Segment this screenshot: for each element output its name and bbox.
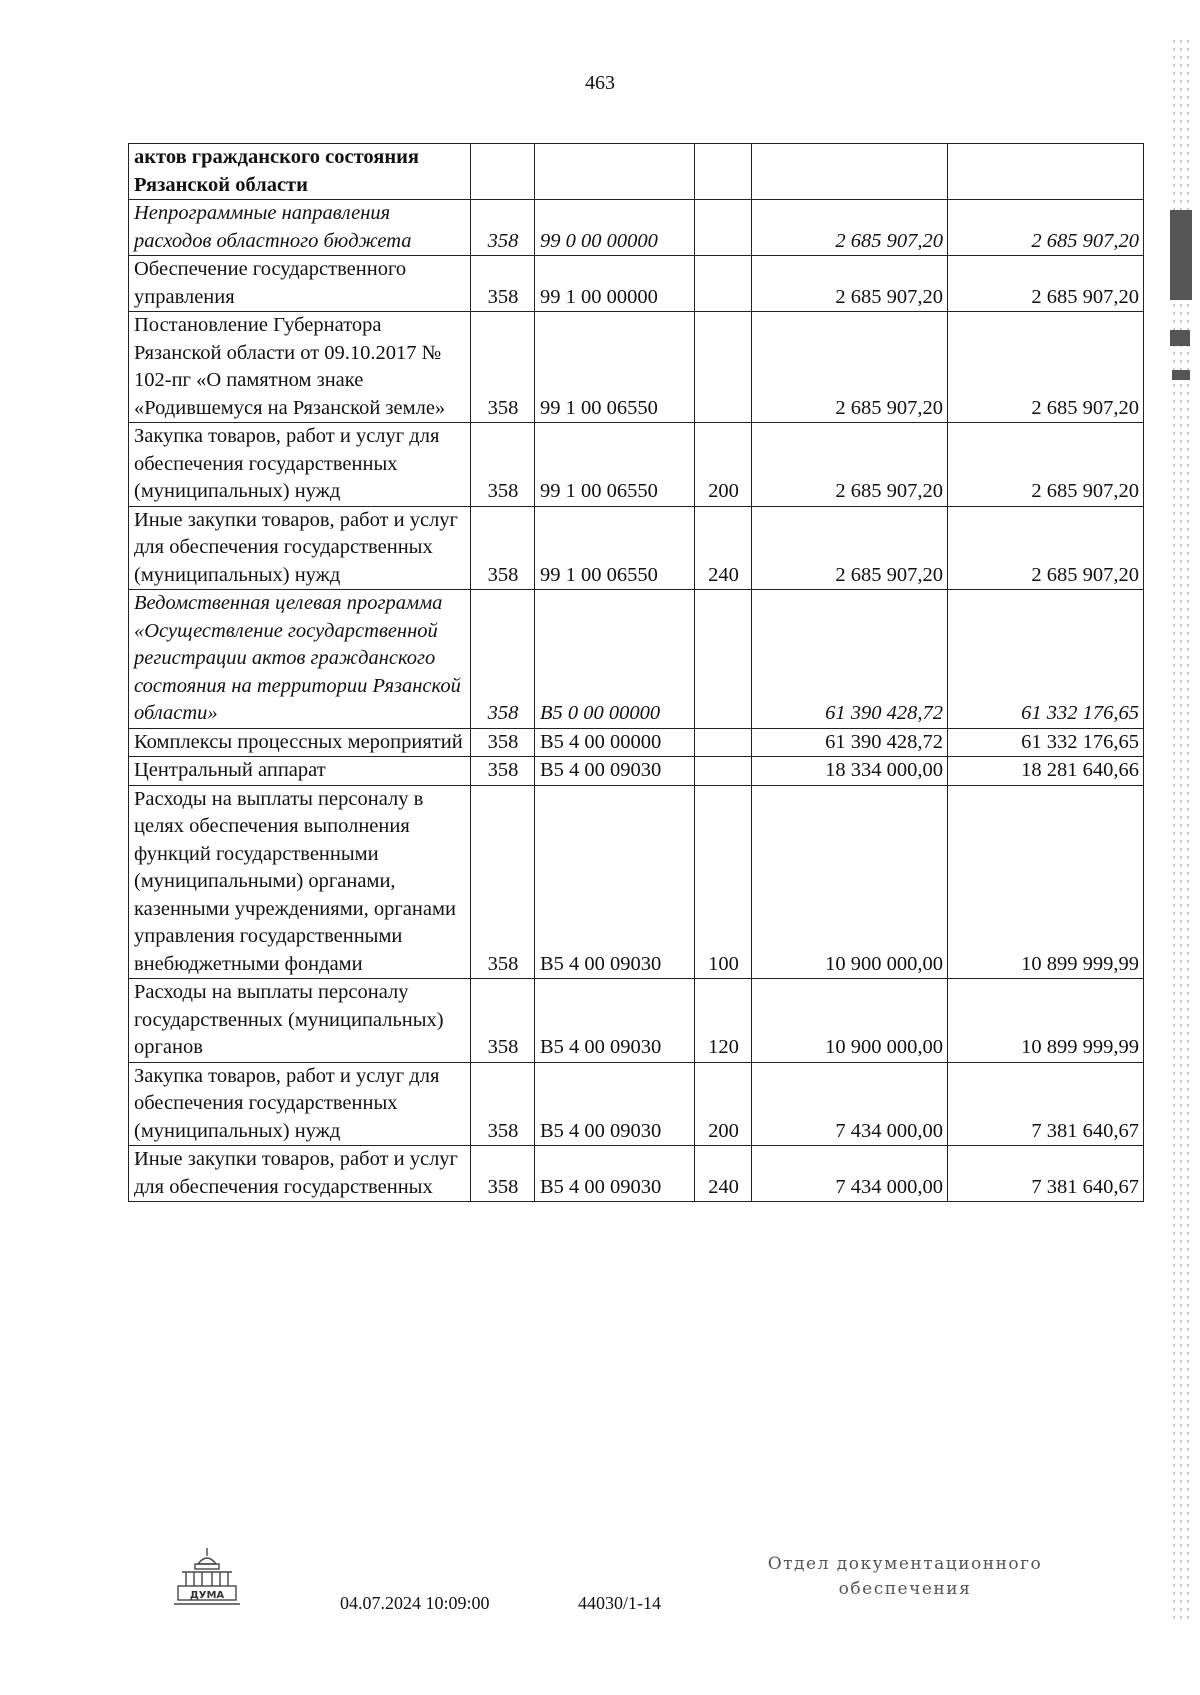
row-sum2-cell: 2 685 907,20	[948, 506, 1144, 590]
stamp-line-1: Отдел документационного	[767, 1554, 1043, 1574]
row-name-cell: Центральный аппарат	[129, 757, 471, 786]
row-csr-cell: 99 1 00 06550	[535, 312, 695, 423]
row-csr-cell: B5 4 00 09030	[535, 1062, 695, 1146]
row-sum1-cell: 61 390 428,72	[752, 590, 948, 729]
row-ved-cell: 358	[471, 312, 535, 423]
row-vr-cell	[695, 590, 752, 729]
row-vr-cell: 100	[695, 785, 752, 979]
table-row	[129, 256, 1144, 312]
row-sum1-cell: 7 434 000,00	[752, 1062, 948, 1146]
row-sum1-cell: 2 685 907,20	[752, 423, 948, 507]
row-csr-cell: B5 4 00 09030	[535, 757, 695, 786]
row-vr-cell	[695, 144, 752, 200]
row-csr-cell: 99 1 00 06550	[535, 506, 695, 590]
table-row	[129, 590, 1144, 729]
table-row	[129, 1062, 1144, 1146]
table-row	[129, 506, 1144, 590]
row-name-cell: Постановление Губернатора Рязанской области от 09.10.2017 № 102-пг «О памятном знаке «Родившемуся на Рязанской земле»	[129, 312, 471, 423]
row-sum2-cell: 2 685 907,20	[948, 312, 1144, 423]
row-sum2-cell: 7 381 640,67	[948, 1146, 1144, 1202]
row-ved-cell: 358	[471, 1062, 535, 1146]
row-sum1-cell: 10 900 000,00	[752, 979, 948, 1063]
row-csr-cell: B5 4 00 09030	[535, 979, 695, 1063]
row-name-cell: Расходы на выплаты персоналу в целях обеспечения выполнения функций государственными (муниципальными) органами, казенными учреждениями, органами управления государственными внебюджетными фондами	[129, 785, 471, 979]
table-row	[129, 200, 1144, 256]
row-sum2-cell	[948, 144, 1144, 200]
row-name-cell: Иные закупки товаров, работ и услуг для обеспечения государственных (муниципальных) нужд	[129, 506, 471, 590]
row-vr-cell	[695, 757, 752, 786]
row-vr-cell: 240	[695, 506, 752, 590]
row-ved-cell: 358	[471, 506, 535, 590]
page-number: 463	[585, 72, 615, 94]
row-vr-cell: 200	[695, 423, 752, 507]
table-row	[129, 757, 1144, 786]
row-sum2-cell: 18 281 640,66	[948, 757, 1144, 786]
row-sum1-cell: 18 334 000,00	[752, 757, 948, 786]
row-csr-cell: B5 4 00 09030	[535, 1146, 695, 1202]
table-row	[129, 1146, 1144, 1202]
footer-doc-code: 44030/1-14	[578, 1593, 661, 1613]
table-row	[129, 785, 1144, 979]
row-csr-cell: 99 0 00 00000	[535, 200, 695, 256]
row-vr-cell: 120	[695, 979, 752, 1063]
row-ved-cell: 358	[471, 423, 535, 507]
row-ved-cell: 358	[471, 979, 535, 1063]
stamp-line-2: обеспечения	[838, 1579, 972, 1599]
row-sum2-cell: 10 899 999,99	[948, 785, 1144, 979]
row-name-cell: Ведомственная целевая программа «Осуществление государственной регистрации актов гражданского состояния на территории Рязанской области»	[129, 590, 471, 729]
row-vr-cell	[695, 256, 752, 312]
row-csr-cell: B5 0 00 00000	[535, 590, 695, 729]
row-name-cell: Иные закупки товаров, работ и услуг для обеспечения государственных	[129, 1146, 471, 1202]
budget-table-body	[129, 144, 1144, 1202]
row-ved-cell: 358	[471, 1146, 535, 1202]
row-sum2-cell: 2 685 907,20	[948, 200, 1144, 256]
row-vr-cell	[695, 728, 752, 757]
row-name-cell: Расходы на выплаты персоналу государственных (муниципальных) органов	[129, 979, 471, 1063]
row-ved-cell: 358	[471, 728, 535, 757]
row-csr-cell: 99 1 00 00000	[535, 256, 695, 312]
duma-logo-icon	[168, 1546, 246, 1610]
row-ved-cell: 358	[471, 256, 535, 312]
row-vr-cell	[695, 312, 752, 423]
row-vr-cell: 200	[695, 1062, 752, 1146]
row-csr-cell: B5 4 00 09030	[535, 785, 695, 979]
table-row	[129, 144, 1144, 200]
table-row	[129, 423, 1144, 507]
row-name-cell: Закупка товаров, работ и услуг для обеспечения государственных (муниципальных) нужд	[129, 423, 471, 507]
logo-text: ДУМА	[189, 1590, 225, 1601]
row-sum1-cell: 2 685 907,20	[752, 506, 948, 590]
row-sum2-cell: 10 899 999,99	[948, 979, 1144, 1063]
row-sum1-cell: 7 434 000,00	[752, 1146, 948, 1202]
row-sum2-cell: 61 332 176,65	[948, 590, 1144, 729]
row-sum1-cell	[752, 144, 948, 200]
row-sum1-cell: 2 685 907,20	[752, 256, 948, 312]
budget-table	[128, 143, 1144, 1202]
row-sum1-cell: 61 390 428,72	[752, 728, 948, 757]
row-vr-cell	[695, 200, 752, 256]
row-sum1-cell: 2 685 907,20	[752, 312, 948, 423]
row-sum2-cell: 61 332 176,65	[948, 728, 1144, 757]
row-name-cell: Комплексы процессных мероприятий	[129, 728, 471, 757]
row-sum2-cell: 2 685 907,20	[948, 423, 1144, 507]
row-sum2-cell: 2 685 907,20	[948, 256, 1144, 312]
row-ved-cell: 358	[471, 200, 535, 256]
row-ved-cell: 358	[471, 757, 535, 786]
department-stamp	[740, 1552, 1070, 1602]
row-name-cell: актов гражданского состояния Рязанской области	[129, 144, 471, 200]
row-name-cell: Обеспечение государственного управления	[129, 256, 471, 312]
row-csr-cell: 99 1 00 06550	[535, 423, 695, 507]
row-ved-cell: 358	[471, 785, 535, 979]
footer-datetime: 04.07.2024 10:09:00	[340, 1593, 490, 1613]
table-row	[129, 979, 1144, 1063]
scan-edge-artifact	[1168, 40, 1194, 1620]
row-sum1-cell: 10 900 000,00	[752, 785, 948, 979]
row-name-cell: Закупка товаров, работ и услуг для обеспечения государственных (муниципальных) нужд	[129, 1062, 471, 1146]
row-ved-cell	[471, 144, 535, 200]
row-sum2-cell: 7 381 640,67	[948, 1062, 1144, 1146]
table-row	[129, 312, 1144, 423]
row-csr-cell	[535, 144, 695, 200]
row-csr-cell: B5 4 00 00000	[535, 728, 695, 757]
row-sum1-cell: 2 685 907,20	[752, 200, 948, 256]
table-row	[129, 728, 1144, 757]
row-name-cell: Непрограммные направления расходов областного бюджета	[129, 200, 471, 256]
row-ved-cell: 358	[471, 590, 535, 729]
row-vr-cell: 240	[695, 1146, 752, 1202]
